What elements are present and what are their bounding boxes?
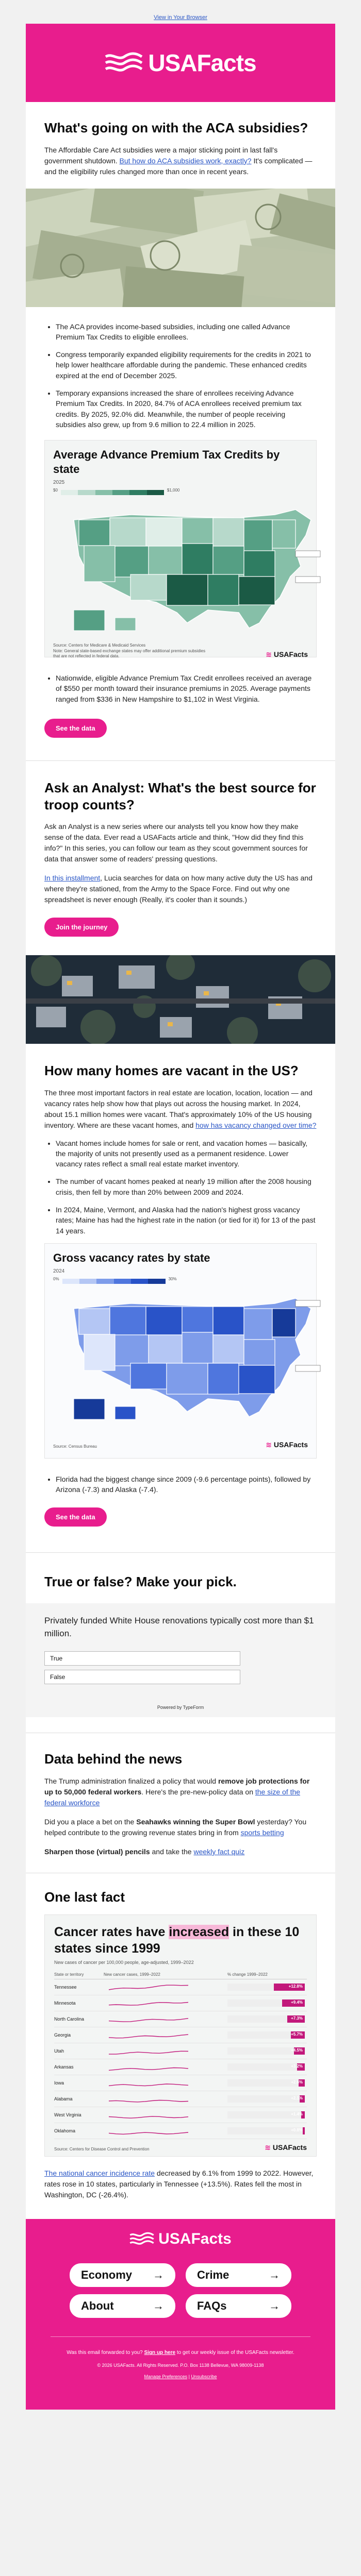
vacancy-after	[26, 1459, 335, 1527]
col-state: State or territory	[54, 1972, 84, 1977]
news-p3-bold: Sharpen those (virtual) pencils	[44, 1847, 150, 1856]
change-value: +2.1%	[291, 2095, 303, 2100]
aca-intro	[44, 145, 317, 177]
vacancy-chart-title: Gross vacancy rates by state	[53, 1251, 210, 1264]
col-change: % change 1999–2022	[227, 1972, 268, 1977]
aca-chart	[44, 440, 317, 657]
weekly-quiz-link[interactable]: weekly fact quiz	[193, 1847, 245, 1856]
aca-intro-text-2: It's complicated — and the eligibility rules changed more than once in recent years.	[44, 156, 313, 176]
analyst-p2	[44, 873, 317, 905]
footer-nav	[70, 2263, 291, 2318]
list-item: • The ACA provides income-based subsidies, including one called Advance Premium Tax Credits to eligible enrollees.	[56, 321, 317, 343]
sparkline	[104, 2045, 227, 2057]
vacancy-legend-scale	[62, 1279, 166, 1284]
sparkline	[104, 2061, 227, 2073]
fact-paragraph-text: decreased by 6.1% from 1999 to 2022. However, rates rose in 10 states, particularly in Tennessee (+13.5%). Rates fell the most in Washington, DC (-26.4%).	[44, 2169, 314, 2199]
sparkline	[104, 2093, 227, 2105]
sparkline-line	[109, 2116, 188, 2118]
sparkline-line	[109, 2051, 188, 2054]
usafacts-logo[interactable]	[105, 49, 256, 77]
change-value: +3.2%	[291, 2063, 303, 2069]
change-value: +12.8%	[288, 1984, 303, 1989]
news-p1	[44, 1776, 317, 1808]
quiz-widget	[26, 1603, 335, 1717]
cancer-chart-foot	[54, 2143, 307, 2152]
change-value: +0.8%	[291, 2127, 303, 2132]
vacancy-change-link[interactable]: how has vacancy changed over time?	[195, 1121, 317, 1129]
aca-chart-note: Note: General state-based exchange states may offer additional premium subsidies that are not reflected in federal data.	[53, 648, 206, 658]
cancer-title-highlight: increased	[169, 1925, 229, 1940]
list-item: • Florida had the biggest change since 2009 (-9.6 percentage points), followed by Arizona (-7.3) and Alaska (-7.4).	[56, 1474, 317, 1495]
analyst-p1: Ask an Analyst is a new series where our analysts tell you know how they make sense of the data. Ever read a USAFacts article and think, "How did they find this info?" In this series, you can follow our team as they scout government sources for data that answer some of readers' pressing questions.	[44, 822, 308, 863]
vacancy-chart	[44, 1243, 317, 1459]
change-bar-track	[227, 2063, 305, 2071]
arrow-right-icon: →	[269, 2299, 280, 2313]
sparkline-line	[109, 2084, 188, 2086]
news-p2-bold: Seahawks winning the Super Bowl	[136, 1817, 255, 1826]
sparkline-line	[109, 1985, 188, 1990]
view-in-browser-link[interactable]: View in Your Browser	[154, 14, 207, 21]
vacancy-after-bullets	[44, 1474, 317, 1495]
aca-bullets-wrap	[26, 307, 335, 430]
mini-flag-icon: ≋	[265, 2143, 271, 2151]
unsubscribe-link[interactable]: Unsubscribe	[191, 2374, 217, 2380]
flag-logo-icon	[129, 2231, 154, 2247]
footer-prefs: Manage Preferences | Unsubscribe	[144, 2374, 217, 2380]
sports-betting-link[interactable]: sports betting	[240, 1828, 284, 1837]
row-state: Tennessee	[54, 1984, 77, 1990]
footer-link-label: Crime	[197, 2268, 229, 2282]
table-row	[54, 1995, 307, 2011]
news-p2-text-b: yesterday? You helped contribute to the growing revenue states bring in from	[44, 1817, 307, 1837]
change-bar-track	[227, 1984, 305, 1991]
aca-intro-text-1: The Affordable Care Act subsidies were a major sticking point in last fall's government shutdown.	[44, 145, 278, 165]
vacancy-p1	[44, 1088, 317, 1131]
footer-brand-name: USAFacts	[158, 2230, 232, 2248]
table-row	[54, 2011, 307, 2027]
change-bar-track	[227, 1999, 305, 2007]
footer-link-economy[interactable]	[70, 2263, 175, 2287]
footer-share-text-b: to get our weekly issue of the USAFacts newsletter.	[175, 2350, 294, 2356]
change-bar-track	[227, 2015, 305, 2023]
vacancy-choropleth-map	[53, 1288, 324, 1435]
news-p3-text: and take the	[150, 1847, 194, 1856]
join-journey-button[interactable]: Join the journey	[44, 918, 119, 937]
change-value: +1.4%	[291, 2111, 303, 2116]
vacancy-legend	[53, 1275, 308, 1284]
sparkline-line	[109, 2100, 188, 2102]
aca-bullets	[44, 321, 317, 430]
vacancy-section	[26, 1044, 335, 1236]
change-value: +2.6%	[291, 2079, 303, 2084]
aca-after-bullets	[44, 673, 317, 704]
aca-chart-foot	[53, 649, 308, 659]
analyst-title: Ask an Analyst: What's the best source for troop counts?	[44, 780, 316, 812]
change-bar-track	[227, 2079, 305, 2087]
row-state: Iowa	[54, 2080, 64, 2086]
table-row	[54, 2059, 307, 2075]
sparkline	[104, 1981, 227, 1993]
list-item: • In 2024, Maine, Vermont, and Alaska had the nation's highest gross vacancy rates; Maine has had the highest rate in the nation (or tied for it) for 13 of the past 14 years.	[56, 1205, 317, 1236]
row-state: Oklahoma	[54, 2128, 76, 2133]
list-item: • Vacant homes include homes for sale or rent, and vacation homes — basically, the majority of units not presently used as a permanent residence. Lower vacancy rates reflect a small real estate market inventory.	[56, 1138, 317, 1170]
aca-chart-year: 2025	[53, 480, 65, 486]
sparkline	[104, 1997, 227, 2009]
fact-paragraph	[44, 2168, 317, 2200]
cancer-title-b: in these 10 states since 1999	[54, 1925, 300, 1956]
cancer-rows	[54, 1979, 307, 2139]
sparkline-line	[109, 2002, 188, 2005]
table-row	[54, 2123, 307, 2139]
quiz-option-false[interactable]: False	[44, 1670, 240, 1684]
cancer-chart-subtitle: New cases of cancer per 100,000 people, age-adjusted, 1999–2022	[54, 1959, 194, 1965]
arrow-right-icon: →	[153, 2268, 164, 2282]
sparkline	[104, 2125, 227, 2137]
newsletter-card	[26, 24, 335, 2410]
footer-link-crime[interactable]	[186, 2263, 291, 2287]
vacancy-button-wrap	[44, 1507, 317, 1527]
analyst-installment-link[interactable]: In this installment	[44, 874, 101, 883]
mini-flag-icon: ≋	[266, 1440, 272, 1449]
row-state: Alabama	[54, 2096, 73, 2102]
sparkline	[104, 2077, 227, 2089]
list-item: • The number of vacant homes peaked at nearly 19 million after the 2008 housing crisis, then fell by more than 20% between 2009 and 2024.	[56, 1176, 317, 1197]
analyst-p2-text: , Lucia searches for data on how many active duty the US has and where they're stationed, from the Army to the Space Force. Find out why one spreadsheet is never enough (Really, it's cooler than it sounds.)	[44, 874, 313, 904]
change-bar-track	[227, 2111, 305, 2119]
aca-choropleth-map	[53, 499, 324, 638]
money-photo	[26, 189, 335, 307]
aca-legend-max: $1,000	[167, 487, 180, 493]
aca-legend	[53, 486, 308, 495]
analyst-button-wrap	[44, 918, 317, 937]
change-value: +5.7%	[291, 2031, 303, 2037]
footer-divider	[51, 2336, 310, 2337]
vacancy-legend-min: 0%	[53, 1277, 59, 1282]
aca-see-data-button[interactable]: See the data	[44, 719, 107, 738]
houses-aerial-photo	[26, 955, 335, 1044]
news-p2-text-a: Did you a place a bet on the	[44, 1817, 137, 1826]
preheader	[0, 0, 361, 24]
row-state: Arkansas	[54, 2064, 74, 2070]
flag-logo-icon	[105, 52, 143, 74]
aca-title: What's going on with the ACA subsidies?	[44, 120, 308, 135]
news-title: Data behind the news	[44, 1751, 183, 1767]
change-bar-track	[227, 2031, 305, 2039]
vacancy-p1-text: The three most important factors in real estate are location, location, location — and vacancy rates help show how that plays out across the housing market. In 2024, about 15.1 million homes were vacant. That's approximately 10% of the US housing inventory. Where are these vacant homes, and	[44, 1088, 313, 1129]
change-bar-track	[227, 2095, 305, 2103]
row-state: Georgia	[54, 2032, 71, 2038]
quiz-question: Privately funded White House renovations typically cost more than $1 million.	[44, 1616, 314, 1638]
quiz-powered-by[interactable]: Powered by TypeForm	[157, 1705, 204, 1710]
mini-flag-icon: ≋	[266, 650, 272, 659]
aca-chart-source: Source: Centers for Medicare & Medicaid Services	[53, 643, 146, 648]
brand-name: USAFacts	[148, 49, 256, 76]
list-item: • Nationwide, eligible Advance Premium Tax Credit enrollees received an average of $550 per month toward their insurance premiums in 2025. Average payments ranged from $336 in New Hampshire to $1,102 in West Virginia.	[56, 673, 317, 704]
change-bar-track	[227, 2047, 305, 2055]
footer-link-label: Economy	[81, 2268, 133, 2282]
manage-preferences-link[interactable]: Manage Preferences	[144, 2374, 188, 2380]
change-value: +9.4%	[291, 1999, 303, 2005]
header-banner	[26, 24, 335, 102]
sparkline-line	[109, 2067, 188, 2070]
vacancy-chart-brand	[266, 1440, 308, 1449]
aca-intro-link[interactable]: But how do ACA subsidies work, exactly?	[119, 156, 252, 165]
vacancy-chart-source: Source: Census Bureau	[53, 1444, 97, 1449]
cancer-chart-source: Source: Centers for Disease Control and Prevention	[54, 2146, 150, 2151]
aca-chart-title: Average Advance Premium Tax Credits by state	[53, 448, 280, 476]
arrow-right-icon: →	[269, 2268, 280, 2282]
footer-link-label: About	[81, 2299, 114, 2313]
list-item: • Congress temporarily expanded eligibility requirements for the credits in 2021 to help lower healthcare affordable during the pandemic. These enhanced credits expired at the end of December 2025.	[56, 349, 317, 381]
arrow-right-icon: →	[153, 2299, 164, 2313]
table-row	[54, 2091, 307, 2107]
sparkline	[104, 2029, 227, 2041]
table-row	[54, 1979, 307, 1995]
vacancy-chart-brand-name: USAFacts	[273, 1440, 308, 1449]
fact-section	[26, 1873, 335, 1906]
quiz-section	[26, 1553, 335, 1733]
row-state: Utah	[54, 2048, 64, 2054]
cancer-chart-title	[54, 1924, 307, 1957]
sparkline-line	[109, 2035, 188, 2038]
list-item: • Temporary expansions increased the share of enrollees receiving Advance Premium Tax Credits. In 2020, 84.7% of ACA enrollees received premium tax credits. By 2025, 92.0% did. Meanwhile, the number of people receiving subsidies also grew, up from 9.6 million to 22.4 million in 2025.	[56, 388, 317, 430]
aca-after	[26, 657, 335, 738]
cancer-rate-link[interactable]: The national cancer incidence rate	[44, 2169, 155, 2178]
vacancy-legend-max: 30%	[168, 1277, 177, 1282]
aca-chart-brand	[266, 650, 308, 659]
aca-legend-scale	[61, 490, 164, 495]
analyst-section	[26, 761, 335, 937]
table-row	[54, 2043, 307, 2059]
quiz-title: True or false? Make your pick.	[44, 1573, 237, 1589]
aca-button-wrap	[44, 719, 317, 738]
news-p3	[44, 1846, 317, 1857]
cancer-title-a: Cancer rates have	[54, 1925, 169, 1940]
fact-title: One last fact	[44, 1889, 125, 1905]
row-state: Minnesota	[54, 2000, 76, 2006]
footer-link-about[interactable]	[70, 2294, 175, 2318]
footer-share-text-a: Was this email forwarded to you?	[67, 2350, 144, 2356]
federal-workforce-link[interactable]: the size of the federal workforce	[44, 1787, 301, 1807]
row-state: West Virginia	[54, 2112, 81, 2117]
news-section	[26, 1733, 335, 1873]
cancer-chart	[44, 1914, 317, 2157]
change-bar	[303, 2127, 305, 2134]
vacancy-bullets	[44, 1138, 317, 1236]
sparkline	[104, 2109, 227, 2121]
news-p1-bold: remove job protections for up to 50,000 federal workers	[44, 1776, 310, 1796]
cancer-chart-brand-name: USAFacts	[272, 2143, 307, 2151]
signup-link[interactable]: Sign up here	[144, 2350, 176, 2356]
sparkline	[104, 2013, 227, 2025]
change-value: +7.3%	[291, 2015, 303, 2021]
footer-share	[51, 2349, 310, 2357]
aca-legend-min: $0	[53, 487, 58, 493]
aca-chart-brand-name: USAFacts	[273, 650, 308, 659]
quiz-option-true[interactable]: True	[44, 1651, 240, 1666]
table-row	[54, 2075, 307, 2091]
footer	[26, 2219, 335, 2410]
cancer-chart-brand	[265, 2143, 307, 2152]
vacancy-chart-foot	[53, 1440, 308, 1449]
table-row	[54, 2107, 307, 2123]
col-rate: New cancer cases, 1999–2022	[104, 1972, 160, 1977]
sparkline-line	[109, 2132, 188, 2134]
footer-address: © 2026 USAFacts. All Rights Reserved. P.O. Box 1138 Bellevue, WA 98009-1138	[97, 2363, 264, 2368]
change-bar-track	[227, 2127, 305, 2134]
footer-logo[interactable]	[51, 2230, 310, 2248]
aca-section	[26, 102, 335, 177]
footer-link-faqs[interactable]	[186, 2294, 291, 2318]
footer-link-label: FAQs	[197, 2299, 227, 2313]
news-p1-text-a: The Trump administration finalized a policy that would	[44, 1776, 218, 1785]
table-row	[54, 2027, 307, 2043]
fact-text	[26, 2157, 335, 2219]
vacancy-title: How many homes are vacant in the US?	[44, 1063, 299, 1079]
cancer-chart-header	[54, 1972, 307, 1979]
vacancy-see-data-button[interactable]: See the data	[44, 1507, 107, 1527]
vacancy-chart-year: 2024	[53, 1268, 65, 1275]
news-p1-text-b: . Here's the pre-new-policy data on	[141, 1787, 255, 1796]
sparkline-line	[109, 2019, 188, 2022]
row-state: North Carolina	[54, 2016, 85, 2022]
change-value: +4.5%	[291, 2047, 303, 2053]
news-p2	[44, 1817, 317, 1838]
